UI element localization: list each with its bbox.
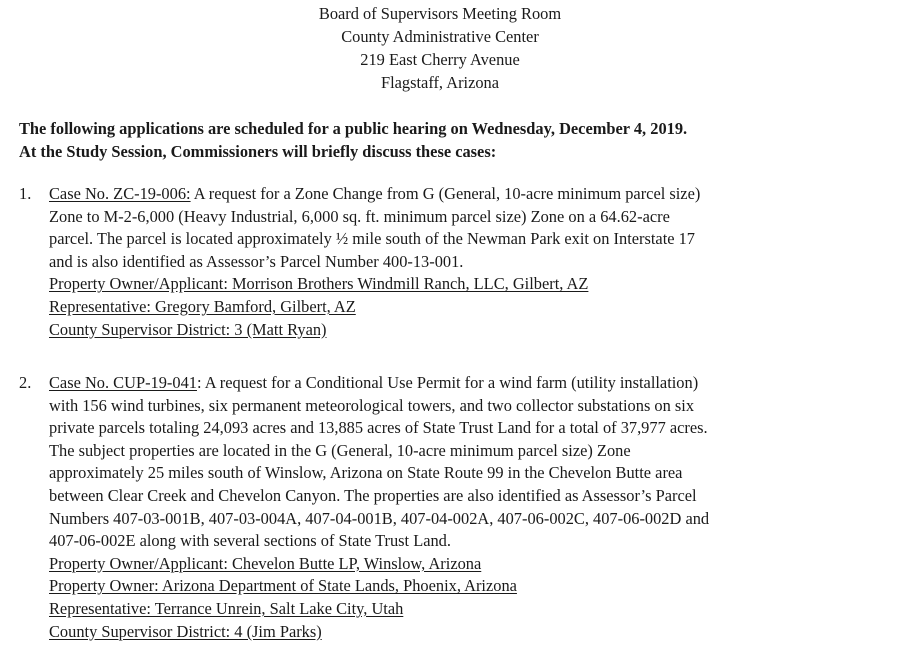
meeting-location-header xyxy=(0,3,880,95)
header-line: Board of Supervisors Meeting Room xyxy=(318,4,562,23)
property-owner: Property Owner: Arizona Department of State Lands, Phoenix, Arizona xyxy=(49,576,517,596)
case-description-line: between Clear Creek and Chevelon Canyon. The properties are also identified as Assessor’s Parcel xyxy=(49,485,697,505)
item-body xyxy=(49,372,889,643)
intro-statement xyxy=(19,118,687,164)
item-number: 1. xyxy=(19,184,32,203)
case-description-line: private parcels totaling 24,093 acres and 13,885 acres of State Trust Land for a total of 37,977 acres. xyxy=(49,418,708,438)
intro-line: At the Study Session, Commissioners will briefly discuss these cases: xyxy=(19,142,497,161)
agenda-item-1 xyxy=(19,183,889,341)
case-description-line: Numbers 407-03-001B, 407-03-004A, 407-04-001B, 407-04-002A, 407-06-002C, 407-06-002D and xyxy=(49,508,710,528)
case-description-start: : A request for a Conditional Use Permit for a wind farm (utility installation) xyxy=(196,373,699,392)
case-description-line: and is also identified as Assessor’s Parcel Number 400-13-001. xyxy=(49,251,464,271)
property-owner-applicant: Property Owner/Applicant: Chevelon Butte LP, Winslow, Arizona xyxy=(49,553,482,573)
header-line: Flagstaff, Arizona xyxy=(380,73,500,92)
item-first-line xyxy=(49,183,889,206)
case-description-line: Zone to M-2-6,000 (Heavy Industrial, 6,000 sq. ft. minimum parcel size) Zone on a 64.62-acre xyxy=(49,206,670,226)
representative: Representative: Gregory Bamford, Gilbert, AZ xyxy=(49,296,356,316)
case-description-line: parcel. The parcel is located approximately ½ mile south of the Newman Park exit on Interstate 17 xyxy=(49,229,696,249)
header-line: County Administrative Center xyxy=(341,27,539,46)
agenda-item-2 xyxy=(19,372,889,643)
supervisor-district: County Supervisor District: 4 (Jim Parks) xyxy=(49,621,322,641)
item-number: 2. xyxy=(19,373,32,392)
case-description-line: approximately 25 miles south of Winslow, Arizona on State Route 99 in the Chevelon Butte area xyxy=(49,463,683,483)
case-number-label: Case No. CUP-19-041 xyxy=(49,373,197,392)
case-description-line: The subject properties are located in the G (General, 10-acre minimum parcel size) Zone xyxy=(49,440,631,460)
case-description-start: A request for a Zone Change from G (General, 10-acre minimum parcel size) xyxy=(190,184,701,203)
item-body xyxy=(49,183,889,341)
intro-line: The following applications are scheduled for a public hearing on Wednesday, December 4, 2019. xyxy=(19,119,688,138)
case-description-line: with 156 wind turbines, six permanent meteorological towers, and two collector substations on six xyxy=(49,395,695,415)
property-owner-applicant: Property Owner/Applicant: Morrison Brothers Windmill Ranch, LLC, Gilbert, AZ xyxy=(49,274,589,294)
supervisor-district: County Supervisor District: 3 (Matt Ryan) xyxy=(49,319,327,339)
header-line: 219 East Cherry Avenue xyxy=(360,50,520,69)
case-description-line: 407-06-002E along with several sections of State Trust Land. xyxy=(49,531,451,551)
representative: Representative: Terrance Unrein, Salt Lake City, Utah xyxy=(49,598,404,618)
case-number-label: Case No. ZC-19-006: xyxy=(49,184,191,203)
item-first-line xyxy=(49,372,889,395)
